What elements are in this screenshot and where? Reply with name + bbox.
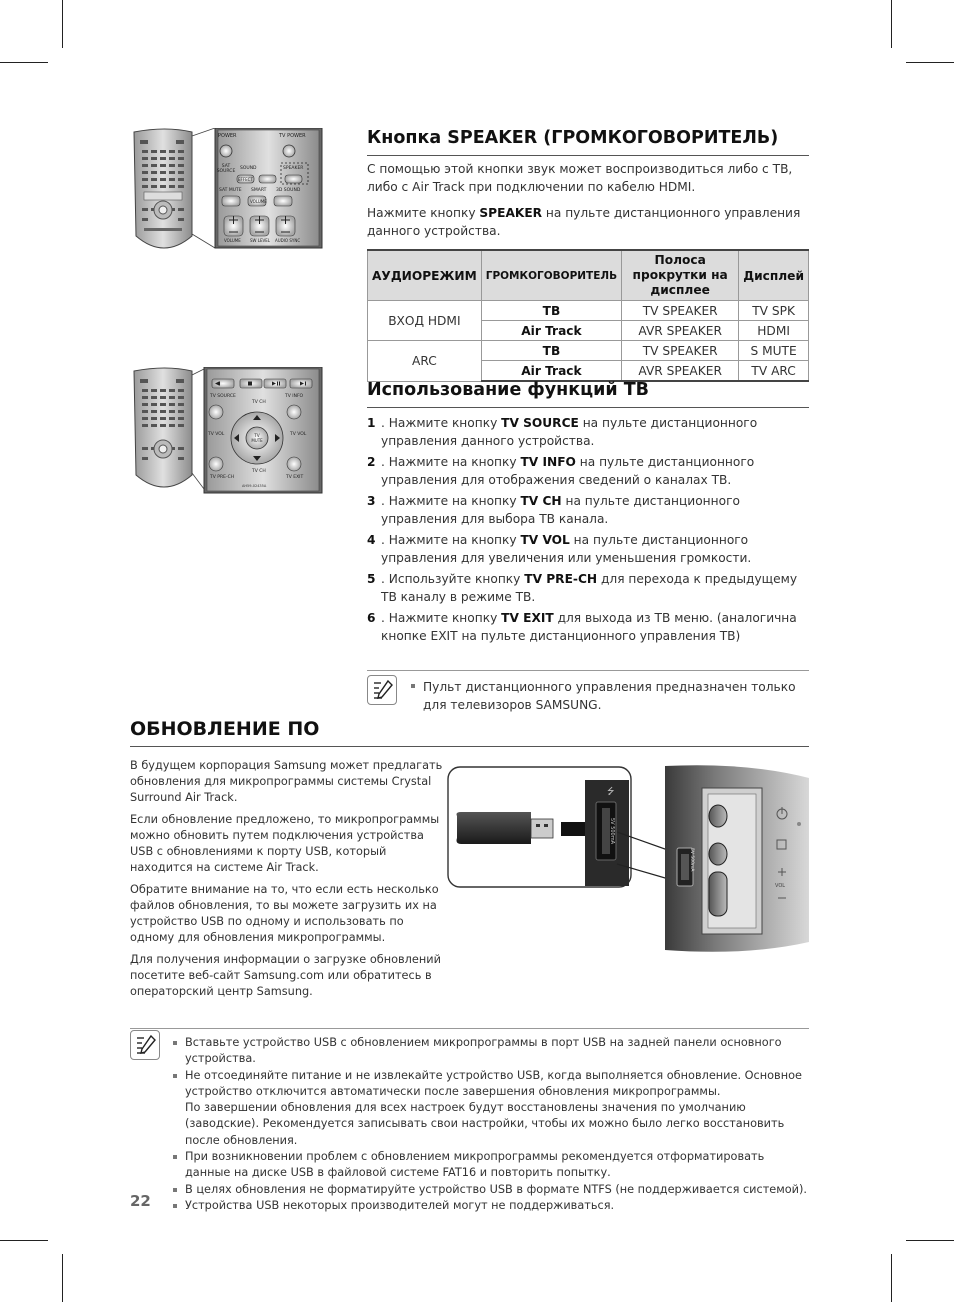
note-text: Пульт дистанционного управления предназначен только для телевизоров SAMSUNG. [423,680,796,712]
label-sound: SOUND [240,166,257,171]
speaker-section-title: Кнопка SPEAKER (ГРОМКОГОВОРИТЕЛЬ) [367,128,779,148]
step-number: 5 [367,572,376,586]
step-number: 6 [367,611,376,625]
label-tv-ch-bottom: TV CH [252,469,266,474]
header-display: Дисплей [739,250,809,301]
port-label-device: 5V 500mA [689,848,694,872]
crop-mark [906,1240,954,1241]
label-tv-info: TV INFO [285,394,304,399]
note-text: По завершении обновления для всех настроек будут восстановлены значения по умолчанию (заводские). Рекомендуется записывать свои настройки, чтобы их можно было легко восстановить после обновления. [185,1101,785,1147]
usb-stick [457,812,532,844]
label-tv-mute: TV MUTE [251,433,263,443]
update-note-list [171,1035,811,1214]
note-icon [367,675,397,705]
step-pre: . Используйте кнопку [381,572,525,586]
remote-tv-illustration [130,367,324,495]
table-row [368,301,809,321]
label-tv-source: TV SOURCE [210,394,236,399]
speaker-cell: Air Track [481,321,621,341]
step-post: для перехода к предыдущему ТВ каналу в режиме ТВ. [381,572,798,604]
scroll-cell: TV SPEAKER [622,341,739,361]
step-post: на пульте дистанционного управления для отображения сведений о каналах ТВ. [381,455,755,487]
tv-note-list [409,678,809,714]
crop-mark [0,1240,48,1241]
step-pre: . Нажмите на кнопку [381,455,521,469]
step-key: TV SOURCE [501,416,579,430]
step-number: 4 [367,533,376,547]
tv-title-rule [367,407,809,408]
label-model: AH59-02435A [242,484,267,488]
update-paragraph: Обратите внимание на то, что если есть несколько файлов обновления, то вы можете загрузить их на устройство USB по одному и использовать по одному для обновления микропрограммы. [130,883,439,944]
label-tv-pre-ch: TV PRE-CH [210,475,235,480]
label-3d-sound: 3D SOUND [276,188,301,193]
crop-mark [891,0,892,48]
step-key: TV INFO [520,455,576,469]
port-label: 5V 500mA [609,818,615,845]
update-paragraphs [130,758,448,1000]
speaker-title-rule [367,155,809,156]
list-item [171,1198,811,1214]
crop-mark [0,62,48,63]
remote-speaker-illustration [130,128,324,258]
label-effect: EFFECT [238,177,253,182]
press-key: SPEAKER [479,206,543,220]
list-item [367,570,811,606]
label-speaker: SPEAKER [283,166,304,171]
label-tv-power: TV POWER [279,133,306,139]
label-sw-level: SW LEVEL [250,238,271,243]
display-cell: HDMI [739,321,809,341]
step-pre: . Нажмите кнопку [381,416,502,430]
label-volume-button: VOLUME [250,199,267,204]
press-post: на пульте дистанционного управления данного устройства. [367,206,801,238]
mode-cell: ВХОД HDMI [368,301,482,341]
list-item [367,492,811,528]
list-item [367,453,811,489]
display-cell: TV SPK [739,301,809,321]
step-number: 2 [367,455,376,469]
step-post: для выхода из ТВ меню. (аналогична кнопке EXIT на пульте дистанционного управления ТВ) [381,611,797,643]
update-title-rule [130,746,809,747]
update-paragraph: Если обновление предложено, то микропрограммы можно обновить путем подключения устройства USB с обновлениями к порту USB, который находится на системе Air Track. [130,813,440,874]
mode-cell: ARC [368,341,482,382]
header-scroll: Полоса прокрутки на дисплее [622,250,739,301]
svg-text:⭍: ⭍ [607,787,615,797]
crop-mark [62,1254,63,1302]
display-cell: S MUTE [739,341,809,361]
vol-label: VOL [775,883,786,889]
update-note-rule [130,1028,809,1029]
label-audio-sync: AUDIO SYNC [275,238,301,243]
step-pre: . Нажмите на кнопку [381,494,521,508]
label-sat-source: SAT SOURCE [216,164,236,174]
scroll-cell: AVR SPEAKER [622,361,739,382]
update-section-title: ОБНОВЛЕНИЕ ПО [130,718,320,740]
tv-note-rule [367,670,809,671]
display-cell: TV ARC [739,361,809,382]
note-text: Не отсоединяйте питание и не извлекайте устройство USB, когда выполняется обновление. Основное устройство отключится автоматически после завершения обновления микропрограммы. [185,1068,802,1098]
speaker-cell: ТВ [481,301,621,321]
list-item [171,1068,811,1149]
table-header-row [368,250,809,301]
crop-mark [891,1254,892,1302]
tv-section-title: Использование функций ТВ [367,380,650,400]
update-paragraph: В будущем корпорация Samsung может предлагать обновления для микропрограммы системы Crystal Surround Air Track. [130,759,443,804]
label-smart: SMART [251,188,267,193]
step-key: TV VOL [520,533,570,547]
step-post: на пульте дистанционного управления для выбора ТВ канала. [381,494,740,526]
step-key: TV PRE-CH [524,572,598,586]
remote-body [134,368,192,487]
step-number: 1 [367,416,376,430]
step-pre: . Нажмите кнопку [381,611,502,625]
press-pre: Нажмите кнопку [367,206,480,220]
note-icon [130,1030,160,1060]
note-text: В целях обновления не форматируйте устройство USB в формате NTFS (не поддерживается системой). [185,1182,808,1196]
list-item [171,1149,811,1182]
note-text: Вставьте устройство USB с обновлением микропрограммы в порт USB на задней панели основного устройства. [185,1036,782,1066]
page-number: 22 [130,1192,151,1210]
usb-illustration [447,764,811,954]
speaker-mode-table [367,249,809,382]
label-tv-vol-right: TV VOL [290,432,307,437]
speaker-cell: ТВ [481,341,621,361]
speaker-press-instruction [367,204,809,240]
list-item [367,531,811,567]
label-tv-vol-left: TV VOL [208,432,225,437]
step-post: на пульте дистанционного управления данного устройства. [381,416,758,448]
label-sat-mute: SAT MUTE [219,188,242,193]
speaker-cell: Air Track [481,361,621,382]
label-tv-ch-top: TV CH [252,400,266,405]
tv-steps-list [367,414,811,648]
scroll-cell: TV SPEAKER [622,301,739,321]
step-number: 3 [367,494,376,508]
step-key: TV EXIT [501,611,554,625]
step-pre: . Нажмите на кнопку [381,533,521,547]
list-item [409,678,809,714]
list-item [367,414,811,450]
note-text: При возникновении проблем с обновлением микропрограммы рекомендуется отформатировать данные на диске USB в файловой системе FAT16 и повторить попытку. [185,1150,765,1180]
label-volume: VOLUME [224,238,241,243]
header-audio-mode: АУДИОРЕЖИМ [368,250,482,301]
label-power: POWER [218,133,237,139]
list-item [171,1035,811,1068]
crop-mark [906,62,954,63]
list-item [367,609,811,645]
scroll-cell: AVR SPEAKER [622,321,739,341]
list-item [171,1182,811,1198]
speaker-intro: С помощью этой кнопки звук может воспроизводиться либо с ТВ, либо с Air Track при подключении по кабелю HDMI. [367,162,793,194]
step-post: на пульте дистанционного управления для увеличения или уменьшения громкости. [381,533,752,565]
update-paragraph: Для получения информации о загрузке обновлений посетите веб-сайт Samsung.com или обратитесь в операторский центр Samsung. [130,953,441,998]
step-key: TV CH [520,494,562,508]
crop-mark [62,0,63,48]
header-speaker: ГРОМКОГОВОРИТЕЛЬ [481,250,621,301]
label-tv-exit: TV EXIT [286,475,304,480]
table-row [368,341,809,361]
note-text: Устройства USB некоторых производителей могут не поддерживаться. [185,1198,615,1212]
